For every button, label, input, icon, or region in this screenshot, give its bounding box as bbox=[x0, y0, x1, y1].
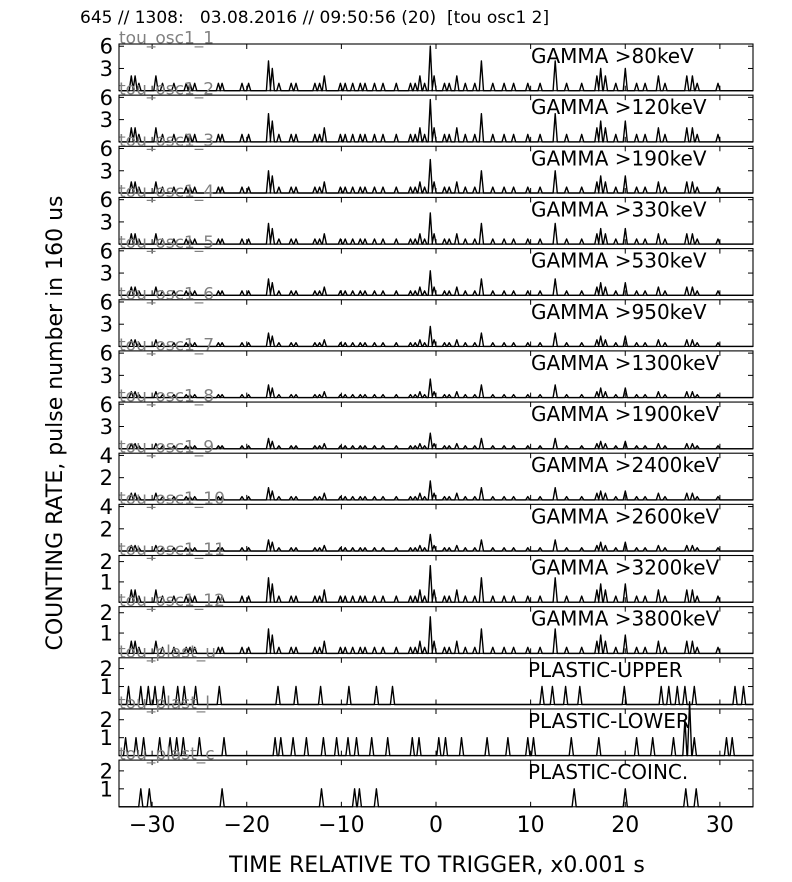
panel-label-tou_osc1_3: GAMMA >190keV bbox=[531, 146, 707, 171]
ytick-label-tou_osc1_10-4: 4 bbox=[99, 495, 113, 520]
channel-id-tou_osc1_2: tou_osc1_2 bbox=[119, 79, 215, 100]
ytick-label-tou_osc1_1-6: 6 bbox=[99, 34, 113, 59]
ytick-label-tou_osc1_2-3: 3 bbox=[99, 108, 113, 133]
channel-id-tou_plast_u: tou_plast_u bbox=[119, 642, 217, 663]
channel-id-tou_osc1_4: tou_osc1_4 bbox=[119, 181, 215, 202]
panel-label-tou_plast_c: PLASTIC-COINC. bbox=[528, 760, 689, 785]
panel-label-tou_osc1_1: GAMMA >80keV bbox=[531, 44, 694, 68]
ytick-label-tou_osc1_2-6: 6 bbox=[99, 85, 113, 110]
y-axis-label: COUNTING RATE, pulse number in 160 us bbox=[43, 195, 68, 651]
panel-label-tou_osc1_11: GAMMA >3200keV bbox=[531, 555, 720, 580]
channel-id-tou_osc1_12: tou_osc1_12 bbox=[119, 591, 225, 612]
ytick-label-tou_osc1_3-3: 3 bbox=[99, 159, 113, 184]
ytick-label-tou_osc1_6-6: 6 bbox=[99, 290, 113, 315]
ytick-label-tou_osc1_6-3: 3 bbox=[99, 312, 113, 337]
xtick-label-20: 20 bbox=[611, 812, 640, 838]
ytick-label-tou_plast_l-2: 2 bbox=[99, 708, 113, 733]
ytick-label-tou_osc1_7-3: 3 bbox=[99, 363, 113, 388]
panel-label-tou_osc1_4: GAMMA >330keV bbox=[531, 197, 707, 222]
panel-label-tou_osc1_8: GAMMA >1900keV bbox=[531, 402, 720, 427]
panel-label-tou_osc1_12: GAMMA >3800keV bbox=[531, 606, 720, 631]
channel-id-tou_osc1_6: tou_osc1_6 bbox=[119, 284, 215, 305]
panel-label-tou_osc1_7: GAMMA >1300keV bbox=[531, 350, 720, 375]
channel-id-tou_osc1_9: tou_osc1_9 bbox=[119, 437, 215, 458]
ytick-label-tou_osc1_5-3: 3 bbox=[99, 261, 113, 286]
channel-id-tou_osc1_11: tou_osc1_11 bbox=[119, 540, 225, 560]
panel-label-tou_osc1_2: GAMMA >120keV bbox=[531, 95, 707, 120]
ytick-label-tou_osc1_1-3: 3 bbox=[99, 56, 113, 81]
ytick-label-tou_osc1_3-6: 6 bbox=[99, 137, 113, 162]
channel-id-tou_osc1_7: tou_osc1_7 bbox=[119, 335, 215, 356]
ytick-label-tou_osc1_11-1: 1 bbox=[99, 570, 113, 595]
channel-id-tou_plast_c: tou_plast_c bbox=[119, 744, 215, 765]
ytick-label-tou_plast_l-1: 1 bbox=[99, 726, 113, 751]
xtick-label-30: 30 bbox=[705, 812, 734, 838]
xtick-label--30: −30 bbox=[128, 812, 176, 838]
ytick-label-tou_osc1_9-2: 2 bbox=[99, 466, 113, 491]
ytick-label-tou_osc1_8-6: 6 bbox=[99, 392, 113, 417]
ytick-label-tou_osc1_4-6: 6 bbox=[99, 188, 113, 213]
panel-label-tou_plast_l: PLASTIC-LOWER bbox=[528, 708, 690, 733]
channel-id-tou_plast_l: tou_plast_l bbox=[119, 693, 211, 714]
ytick-label-tou_osc1_10-2: 2 bbox=[99, 517, 113, 542]
ytick-label-tou_osc1_5-6: 6 bbox=[99, 239, 113, 264]
channel-id-tou_osc1_10: tou_osc1_10 bbox=[119, 488, 225, 509]
chart-header: 645 // 1308: 03.08.2016 // 09:50:56 (20) [tou osc1 2] bbox=[80, 8, 550, 28]
ytick-label-tou_plast_c-1: 1 bbox=[99, 777, 113, 802]
panel-label-tou_osc1_5: GAMMA >530keV bbox=[531, 248, 707, 273]
channel-id-tou_osc1_5: tou_osc1_5 bbox=[119, 233, 215, 254]
panel-label-tou_osc1_10: GAMMA >2600keV bbox=[531, 504, 720, 529]
ytick-label-tou_osc1_11-2: 2 bbox=[99, 550, 113, 575]
xtick-label--10: −10 bbox=[318, 812, 365, 838]
panel-label-tou_osc1_9: GAMMA >2400keV bbox=[531, 453, 720, 478]
ytick-label-tou_plast_u-2: 2 bbox=[99, 657, 113, 682]
channel-id-tou_osc1_1: tou_osc1_1 bbox=[119, 28, 215, 49]
ytick-label-tou_osc1_9-4: 4 bbox=[99, 443, 113, 468]
x-axis-label: TIME RELATIVE TO TRIGGER, x0.001 s bbox=[229, 853, 645, 878]
panel-label-tou_plast_u: PLASTIC-UPPER bbox=[528, 657, 683, 682]
ytick-label-tou_osc1_12-2: 2 bbox=[99, 601, 113, 626]
ytick-label-tou_osc1_7-6: 6 bbox=[99, 341, 113, 366]
ytick-label-tou_plast_c-2: 2 bbox=[99, 759, 113, 784]
xtick-label-10: 10 bbox=[516, 812, 545, 838]
ytick-label-tou_osc1_12-1: 1 bbox=[99, 621, 113, 646]
channel-id-tou_osc1_8: tou_osc1_8 bbox=[119, 386, 215, 407]
panel-label-tou_osc1_6: GAMMA >950keV bbox=[531, 299, 707, 324]
channel-id-tou_osc1_3: tou_osc1_3 bbox=[119, 130, 215, 151]
xtick-label--20: −20 bbox=[223, 812, 270, 838]
ytick-label-tou_plast_u-1: 1 bbox=[99, 675, 113, 700]
ytick-label-tou_osc1_4-3: 3 bbox=[99, 210, 113, 235]
xtick-label-0: 0 bbox=[429, 812, 443, 838]
ytick-label-tou_osc1_8-3: 3 bbox=[99, 415, 113, 440]
